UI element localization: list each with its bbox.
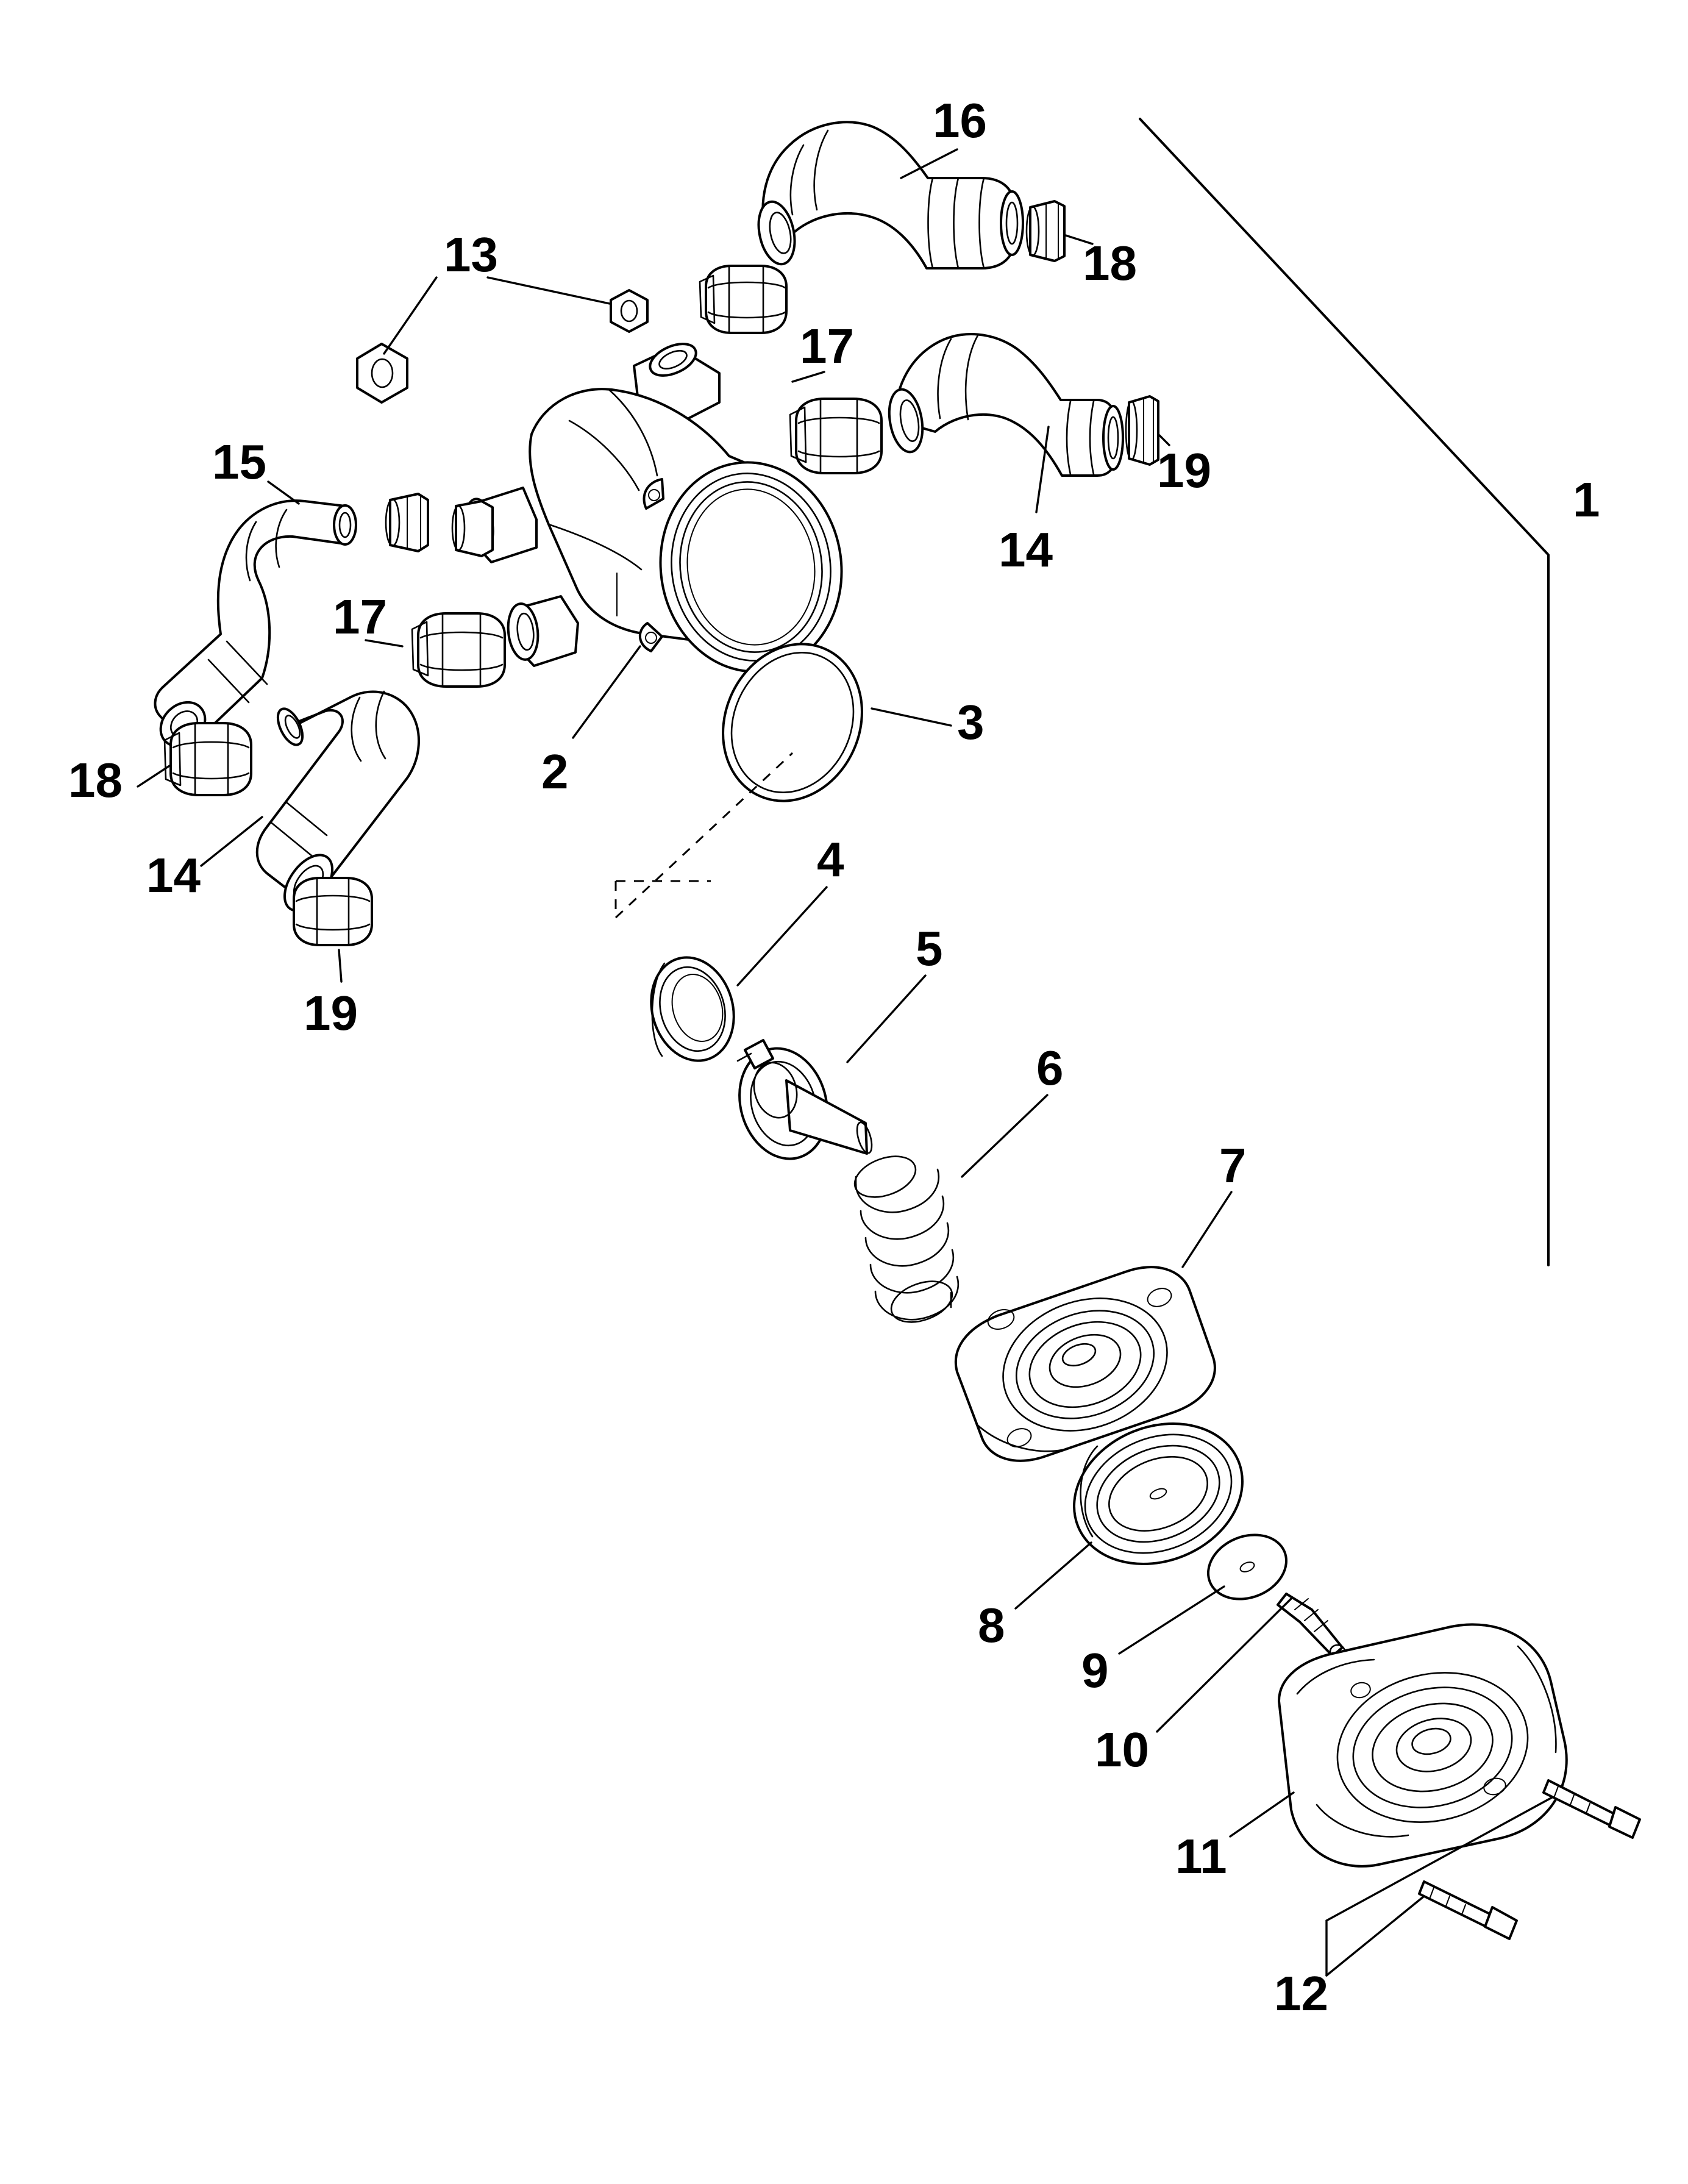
part-10-screw [1278, 1594, 1345, 1658]
part-19-sleeve-bottom-left [294, 878, 372, 945]
part-17-clamp-top [700, 266, 786, 333]
callout-14-right: 14 [999, 523, 1053, 577]
part-11-pump-body [1279, 1624, 1567, 1866]
part-19-sleeve-right [1126, 396, 1158, 465]
callout-19-right: 19 [1157, 443, 1211, 498]
callout-13: 13 [444, 227, 498, 282]
callout-15: 15 [212, 435, 266, 489]
callout-11: 11 [1175, 1829, 1227, 1883]
part-6-spring [849, 1149, 958, 1330]
callout-16: 16 [933, 93, 987, 148]
callout-18-right: 18 [1083, 236, 1137, 290]
callout-17-top: 17 [800, 319, 854, 373]
part-13-nut-small [611, 290, 647, 332]
callout-6: 6 [1036, 1041, 1064, 1095]
part-12-bolt-upper [1544, 1780, 1640, 1838]
part-17-clamp-right [790, 399, 881, 473]
part-17-clamp-left [412, 613, 505, 687]
part-14-elbow-right [885, 334, 1123, 476]
callout-7: 7 [1219, 1138, 1247, 1193]
part-19-sleeve-left-mid [452, 501, 493, 556]
part-13-nut-large [357, 344, 407, 402]
callout-18-left: 18 [68, 753, 123, 807]
callout-9: 9 [1081, 1643, 1109, 1697]
callout-12: 12 [1274, 1966, 1328, 2021]
part-2-thermostat-housing [462, 338, 855, 683]
part-4-seal-ring [639, 947, 746, 1071]
part-12-bolt-lower [1419, 1882, 1517, 1939]
callout-3: 3 [957, 695, 985, 749]
engine-outline-reference [1140, 119, 1548, 1265]
part-19-sleeve-left-upper [386, 494, 428, 551]
callout-14-left: 14 [146, 848, 201, 902]
part-18-clamp-left [165, 723, 251, 795]
part-15-long-hose [152, 501, 356, 755]
callout-8: 8 [978, 1598, 1005, 1652]
callout-5: 5 [916, 921, 943, 976]
part-18-clamp-upper [1027, 201, 1064, 261]
callout-17-left: 17 [333, 590, 387, 644]
callout-10: 10 [1095, 1722, 1149, 1777]
callout-4: 4 [817, 832, 844, 887]
callout-2: 2 [541, 744, 569, 799]
callout-1: 1 [1573, 473, 1600, 527]
callout-19-bottom: 19 [304, 986, 358, 1040]
